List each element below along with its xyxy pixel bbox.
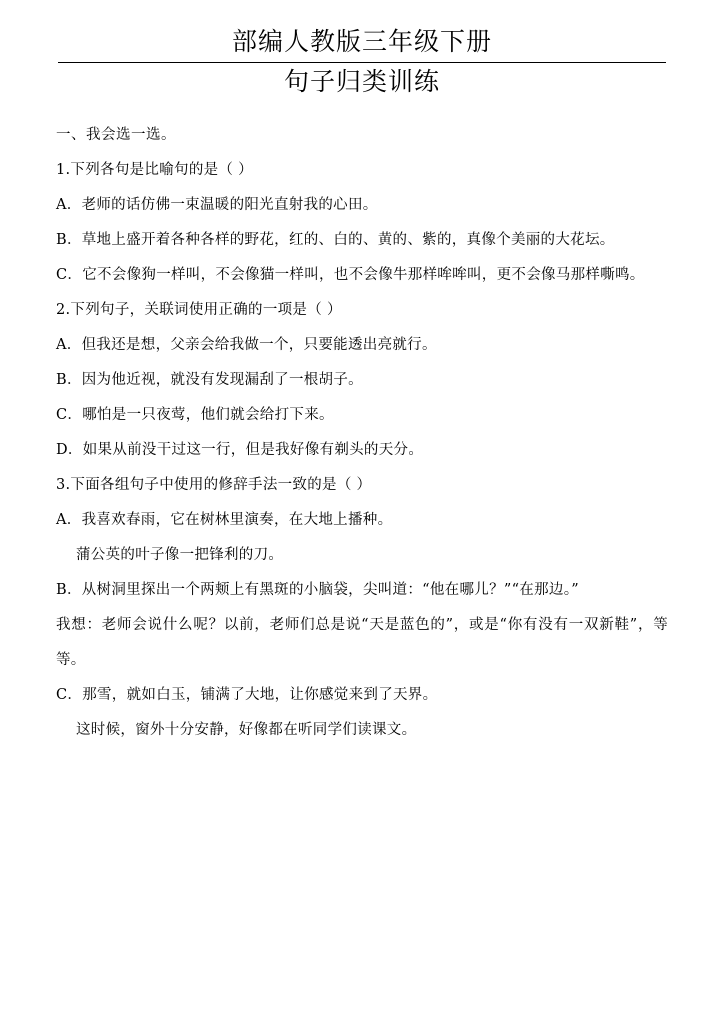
option-item: B．草地上盛开着各种各样的野花，红的、白的、黄的、紫的，真像个美丽的大花坛。 <box>56 232 615 248</box>
option-item: D．如果从前没干过这一行，但是我好像有剃头的天分。 <box>56 442 424 458</box>
section-heading: 一、我会选一选。 <box>56 127 176 143</box>
question-item: 1.下列各句是比喻句的是（ ） <box>56 162 253 178</box>
page-subtitle: 句子归类训练 <box>283 67 440 96</box>
option-item: C．那雪，就如白玉，铺满了大地，让你感觉来到了天界。 <box>56 687 438 703</box>
option-subline: 蒲公英的叶子像一把锋利的刀。 <box>76 547 284 563</box>
document-body <box>56 118 668 748</box>
body-paragraph: 我想：老师会说什么呢？以前，老师们总是说“天是蓝色的”，或是“你有没有一双新鞋”，等等。 <box>56 617 668 668</box>
title-block <box>56 0 668 102</box>
option-item: C．它不会像狗一样叫，不会像猫一样叫，也不会像牛那样哞哞叫，更不会像马那样嘶鸣。 <box>56 267 645 283</box>
question-item: 2.下列句子，关联词使用正确的一项是（ ） <box>56 302 342 318</box>
option-item: A．但我还是想，父亲会给我做一个，只要能透出亮就行。 <box>56 337 437 353</box>
option-item: A．我喜欢春雨，它在树林里演奏，在大地上播种。 <box>56 512 393 528</box>
question-item: 3.下面各组句子中使用的修辞手法一致的是（ ） <box>56 477 372 493</box>
header-rule <box>58 62 666 63</box>
option-item: C．哪怕是一只夜莺，他们就会给打下来。 <box>56 407 334 423</box>
option-item: A．老师的话仿佛一束温暖的阳光直射我的心田。 <box>56 197 378 213</box>
option-item: B．因为他近视，就没有发现漏刮了一根胡子。 <box>56 372 363 388</box>
option-item: B．从树洞里探出一个两颊上有黑斑的小脑袋，尖叫道：“他在哪儿？”“在那边。” <box>56 582 579 598</box>
page-title: 部编人教版三年级下册 <box>231 27 492 56</box>
option-subline: 这时候，窗外十分安静，好像都在听同学们读课文。 <box>76 722 417 738</box>
